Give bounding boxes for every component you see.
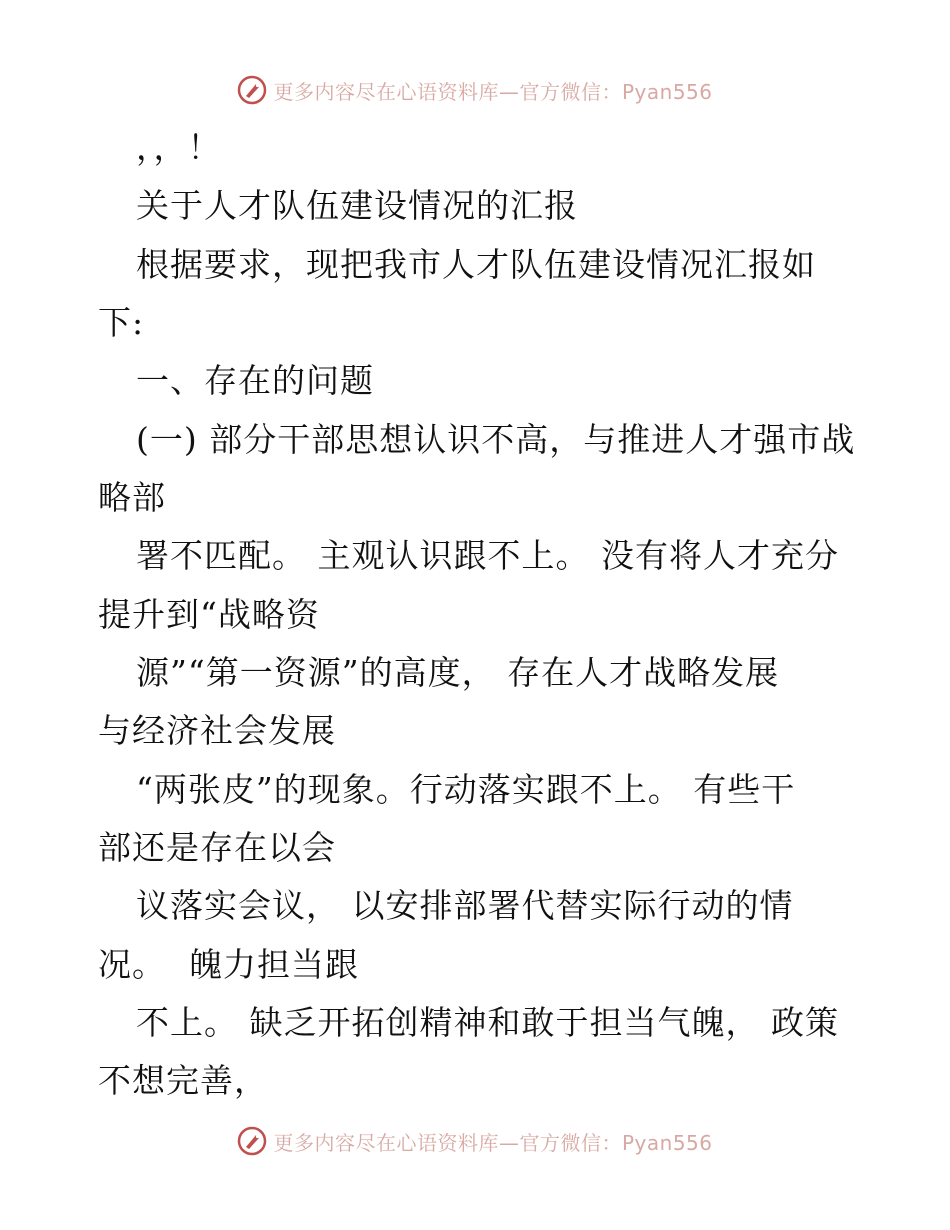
header-banner: [0, 70, 950, 110]
section-heading: 一、存在的问题: [136, 361, 374, 400]
text-line: 下:: [98, 303, 145, 342]
text-line: 部还是存在以会: [98, 828, 336, 867]
text-line: 况。 魄力担当跟: [98, 945, 359, 984]
wechat-id: Pyan556: [621, 79, 713, 104]
text-line: 略部: [98, 478, 166, 517]
text-line: 议落实会议， 以安排部署代替实际行动的情: [136, 886, 794, 925]
document-title: 关于人才队伍建设情况的汇报: [136, 186, 578, 225]
wechat-id: Pyan556: [621, 1130, 713, 1155]
text-line: 与经济社会发展: [98, 711, 336, 750]
pen-nib-logo-icon: [237, 75, 267, 105]
text-line: 不想完善，: [98, 1061, 268, 1100]
pen-nib-logo-icon: [237, 1126, 267, 1156]
text-line: 根据要求，现把我市人才队伍建设情况汇报如: [136, 245, 816, 284]
footer-banner: [0, 1121, 950, 1161]
banner-text: 更多内容尽在心语资料库—官方微信：Pyan556: [273, 79, 713, 104]
text-line: “两张皮”的现象。行动落实跟不上。 有些干: [136, 770, 796, 809]
text-line: ，，！: [136, 128, 222, 167]
text-line: 提升到“战略资: [98, 595, 320, 634]
text-line: (一) 部分干部思想认识不高，与推进人才强市战: [136, 420, 856, 459]
text-line: 源”“第一资源”的高度， 存在人才战略发展: [136, 653, 780, 692]
banner-text: 更多内容尽在心语资料库—官方微信：Pyan556: [273, 1130, 713, 1155]
text-line: 不上。 缺乏开拓创精神和敢于担当气魄， 政策: [136, 1003, 839, 1042]
text-line: 署不匹配。 主观认识跟不上。 没有将人才充分: [136, 536, 839, 575]
